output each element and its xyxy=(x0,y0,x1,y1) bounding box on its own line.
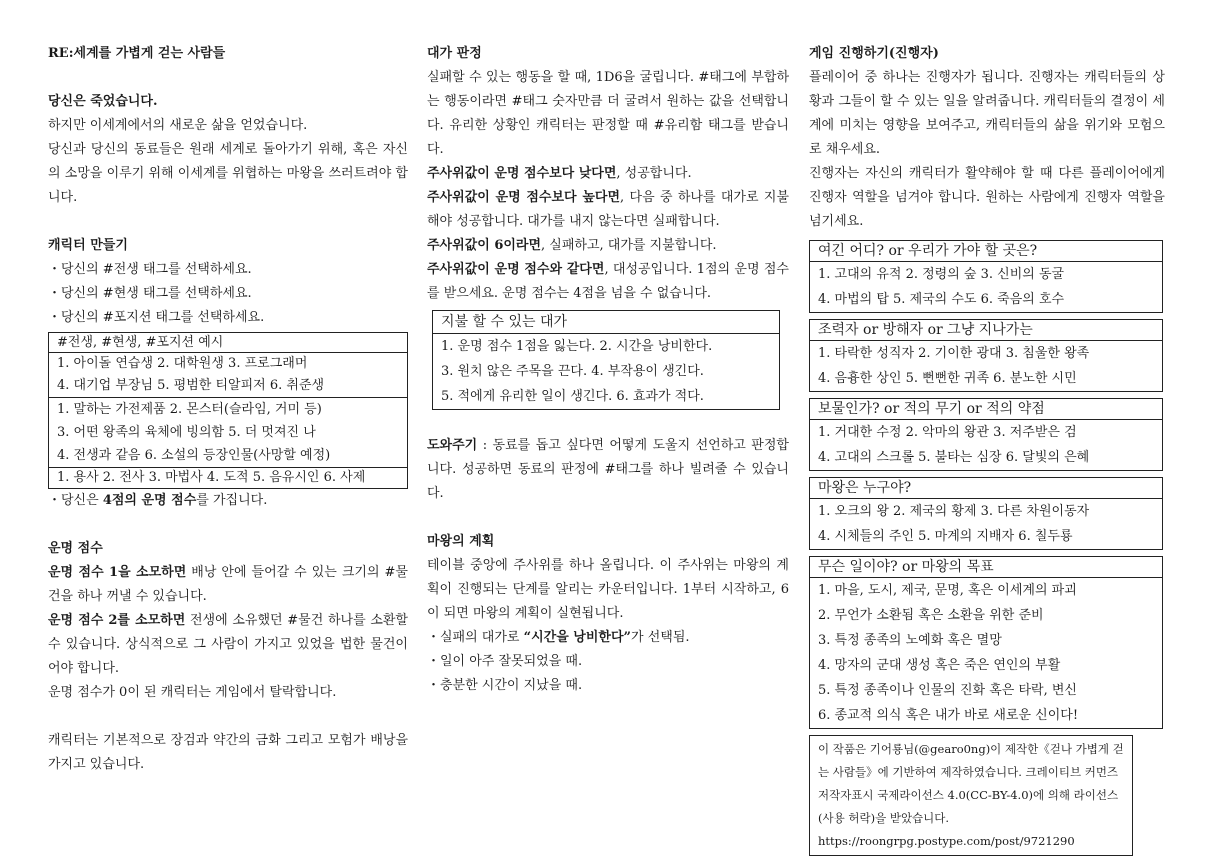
present-tag-row: 1. 말하는 가전제품 2. 몬스터(슬라임, 거미 등) xyxy=(57,402,322,417)
past-tag-row: 4. 대기업 부장님 5. 평범한 티알피저 6. 취준생 xyxy=(57,378,325,393)
intro-heading: 당신은 죽었습니다. xyxy=(48,94,158,109)
character-creation-heading: 캐릭터 만들기 xyxy=(48,238,128,253)
fate-rule-3: 운명 점수가 0이 된 캐릭터는 게임에서 탈락합니다. xyxy=(48,685,337,700)
table-row: 1. 고대의 유적 2. 정령의 숲 3. 신비의 동굴 xyxy=(818,267,1065,282)
table-row: 3. 특정 종족의 노예화 혹은 멸망 xyxy=(818,633,1002,648)
npc-table xyxy=(809,319,1163,392)
intro-paragraph-2: 당신과 당신의 동료들은 원래 세계로 돌아가기 위해, 혹은 자신의 소망을 이루기 위해 이세계를 위협하는 마왕을 쓰러트려야 합니다. xyxy=(48,142,408,205)
plan-trigger-1: ・실패의 대가로 “시간을 낭비한다”가 선택됨. xyxy=(427,630,690,645)
present-tag-row: 3. 어떤 왕족의 육체에 빙의함 5. 더 멋져진 나 xyxy=(57,425,316,440)
column-1 xyxy=(48,42,408,777)
location-table-header: 여긴 어디? or 우리가 가야 할 곳은? xyxy=(818,243,1038,259)
position-tag-row: 1. 용사 2. 전사 3. 마법사 4. 도적 5. 음유시인 6. 사제 xyxy=(57,470,366,485)
cost-table xyxy=(432,310,780,410)
column-2 xyxy=(427,42,789,698)
demon-lord-table xyxy=(809,477,1163,550)
license-credit: 이 작품은 기어룡님(@gearo0ng)이 제작한《걷나 가볍게 걷는 사람들》에 기반하여 제작하였습니다. 크레이티브 커먼즈 저작자표시 국제라이선스 4.0(CC-BY-4.0)에 의해 라이선스 (사용 허락)을 받았습니다. https://roongrpg.postype.com/post/9721290 xyxy=(809,735,1133,856)
demon-lord-plan-heading: 마왕의 계획 xyxy=(427,534,495,549)
fate-rule-2: 운명 점수 2를 소모하면 전생에 소유했던 #물건 하나를 소환할 수 있습니다. 상식적으로 그 사람이 가지고 있었을 법한 물건이어야 합니다. xyxy=(48,613,408,676)
present-tag-row: 4. 전생과 같음 6. 소설의 등장인물(사망할 예정) xyxy=(57,448,331,463)
column-3 xyxy=(809,42,1165,856)
past-tag-row: 1. 아이돌 연습생 2. 대학원생 3. 프로그래머 xyxy=(57,356,308,371)
cost-check-heading: 대가 판정 xyxy=(427,46,482,61)
table-row: 4. 마법의 탑 5. 제국의 수도 6. 죽음의 호수 xyxy=(818,292,1065,307)
starting-gear: 캐릭터는 기본적으로 장검과 약간의 금화 그리고 모험가 배낭을 가지고 있습니다. xyxy=(48,733,408,772)
cost-row: 1. 운명 점수 1점을 잃는다. 2. 시간을 낭비한다. xyxy=(441,339,713,354)
result-higher: 주사위값이 운명 점수보다 높다면, 다음 중 하나를 대가로 지불해야 성공합니다. 대가를 내지 않는다면 실패합니다. xyxy=(427,190,790,229)
plan-trigger-3: ・충분한 시간이 지났을 때. xyxy=(427,678,583,693)
fate-points-line: ・당신은 4점의 운명 점수를 가집니다. xyxy=(48,493,268,508)
cost-table-header: 지불 할 수 있는 대가 xyxy=(441,314,567,330)
table-row: 5. 특정 종족이나 인물의 진화 혹은 타락, 변신 xyxy=(818,683,1077,698)
demon-lord-plan-paragraph: 테이블 중앙에 주사위를 하나 올립니다. 이 주사위는 마왕의 계획이 진행되는 단계를 알리는 카운터입니다. 1부터 시작하고, 6이 되면 마왕의 계획이 실현됩니다. xyxy=(427,558,789,621)
table-row: 6. 종교적 의식 혹은 내가 바로 새로운 신이다! xyxy=(818,708,1079,723)
table-row: 1. 마을, 도시, 제국, 문명, 혹은 이세계의 파괴 xyxy=(818,583,1077,598)
result-six: 주사위값이 6이라면, 실패하고, 대가를 지불합니다. xyxy=(427,238,717,253)
location-table xyxy=(809,240,1163,313)
demon-lord-goal-header: 무슨 일이야? or 마왕의 목표 xyxy=(818,559,994,575)
character-step-past: ・당신의 #전생 태그를 선택하세요. xyxy=(48,262,252,277)
table-row: 2. 무언가 소환됨 혹은 소환을 위한 준비 xyxy=(818,608,1044,623)
cost-row: 5. 적에게 유리한 일이 생긴다. 6. 효과가 적다. xyxy=(441,389,704,404)
character-step-position: ・당신의 #포지션 태그를 선택하세요. xyxy=(48,310,265,325)
gm-heading: 게임 진행하기(진행자) xyxy=(809,46,939,61)
table-row: 1. 오크의 왕 2. 제국의 황제 3. 다른 차원이동자 xyxy=(818,504,1090,519)
treasure-table-header: 보물인가? or 적의 무기 or 적의 약점 xyxy=(818,401,1045,417)
cost-check-paragraph: 실패할 수 있는 행동을 할 때, 1D6을 굴립니다. #태그에 부합하는 행동이라면 #태그 숫자만큼 더 굴려서 원하는 값을 선택합니다. 유리한 상황인 캐릭터는 판정할 때 #유리함 태그를 받습니다. xyxy=(427,70,789,157)
fate-heading: 운명 점수 xyxy=(48,541,103,556)
demon-lord-table-header: 마왕은 누구야? xyxy=(818,480,912,496)
gm-paragraph-2: 진행자는 자신의 캐릭터가 활약해야 할 때 다른 플레이어에게 진행자 역할을 넘겨야 합니다. 원하는 사람에게 진행자 역할을 넘기세요. xyxy=(809,166,1165,229)
table-row: 1. 거대한 수정 2. 악마의 왕관 3. 저주받은 검 xyxy=(818,425,1077,440)
demon-lord-goal-table xyxy=(809,556,1163,729)
character-step-present: ・당신의 #현생 태그를 선택하세요. xyxy=(48,286,252,301)
table-row: 1. 타락한 성직자 2. 기이한 광대 3. 침울한 왕족 xyxy=(818,346,1090,361)
fate-rule-1: 운명 점수 1을 소모하면 배낭 안에 들어갈 수 있는 크기의 #물건을 하나 꺼낼 수 있습니다. xyxy=(48,565,408,604)
plan-trigger-2: ・일이 아주 잘못되었을 때. xyxy=(427,654,583,669)
table-row: 4. 고대의 스크롤 5. 불타는 심장 6. 달빛의 은혜 xyxy=(818,450,1090,465)
table-row: 4. 망자의 군대 생성 혹은 죽은 연인의 부활 xyxy=(818,658,1061,673)
result-equal: 주사위값이 운명 점수와 같다면, 대성공입니다. 1점의 운명 점수를 받으세요. 운명 점수는 4점을 넘을 수 없습니다. xyxy=(427,262,789,301)
document-title: RE:세계를 가볍게 걷는 사람들 xyxy=(48,46,226,61)
treasure-table xyxy=(809,398,1163,471)
table-row: 4. 음흉한 상인 5. 뻔뻔한 귀족 6. 분노한 시민 xyxy=(818,371,1077,386)
cost-row: 3. 원치 않은 주목을 끈다. 4. 부작용이 생긴다. xyxy=(441,364,704,379)
result-lower: 주사위값이 운명 점수보다 낮다면, 성공합니다. xyxy=(427,166,692,181)
tag-examples-header: #전생, #현생, #포지션 예시 xyxy=(57,335,224,350)
intro-paragraph-1: 하지만 이세계에서의 새로운 삶을 얻었습니다. xyxy=(48,118,308,133)
npc-table-header: 조력자 or 방해자 or 그냥 지나가는 xyxy=(818,322,1033,338)
help-rule: 도와주기 : 동료를 돕고 싶다면 어떻게 도울지 선언하고 판정합니다. 성공하면 동료의 판정에 #태그를 하나 빌려줄 수 있습니다. xyxy=(427,438,789,501)
tag-examples-table xyxy=(48,332,408,489)
gm-paragraph-1: 플레이어 중 하나는 진행자가 됩니다. 진행자는 캐릭터들의 상황과 그들이 할 수 있는 일을 알려줍니다. 캐릭터들의 결정이 세계에 미치는 영향을 보여주고, 캐릭터들의 삶을 위기와 모험으로 채우세요. xyxy=(809,70,1165,157)
table-row: 4. 시체들의 주인 5. 마계의 지배자 6. 칠두룡 xyxy=(818,529,1073,544)
